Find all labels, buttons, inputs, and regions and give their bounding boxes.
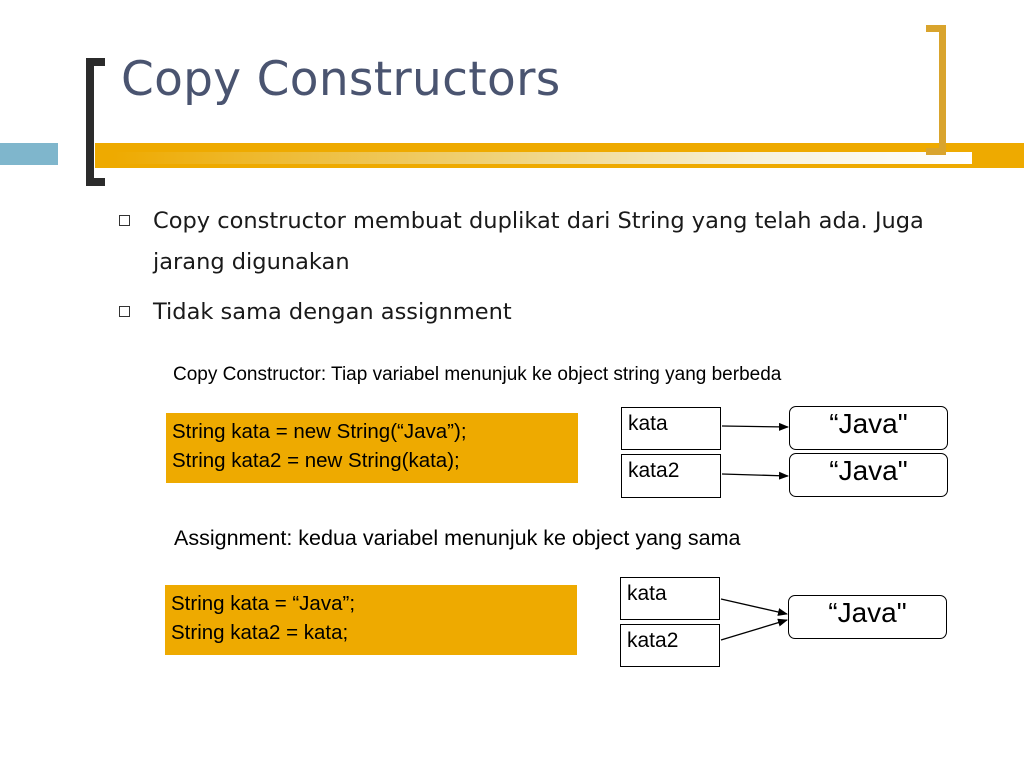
- arrow-kata2-to-object: [722, 474, 788, 476]
- code-line: String kata = “Java”;: [171, 592, 356, 615]
- arrow-kata-to-object: [722, 426, 788, 427]
- string-object-box: “Java": [789, 406, 948, 450]
- variable-box-kata2: kata2: [621, 454, 721, 498]
- code-line: String kata = new String(“Java”);: [172, 420, 467, 443]
- arrow-kata2-to-shared-object: [721, 620, 787, 640]
- bullet-text: Tidak sama dengan assignment: [153, 299, 512, 325]
- variable-box-kata: kata: [621, 407, 721, 450]
- arrow-kata-to-shared-object: [721, 599, 787, 614]
- variable-box-kata: kata: [620, 577, 720, 620]
- bullet-text: Copy constructor membuat duplikat dari String yang telah ada. Juga jarang digunakan: [153, 208, 924, 275]
- variable-box-kata2: kata2: [620, 624, 720, 667]
- code-line: String kata2 = new String(kata);: [172, 449, 460, 472]
- string-object-box: “Java": [789, 453, 948, 497]
- code-line: String kata2 = kata;: [171, 621, 349, 644]
- string-object-box-shared: “Java": [788, 595, 947, 639]
- slide-title: Copy Constructors: [121, 52, 561, 107]
- copy-constructor-caption: Copy Constructor: Tiap variabel menunjuk ke object string yang berbeda: [173, 364, 782, 385]
- assignment-caption: Assignment: kedua variabel menunjuk ke object yang sama: [174, 526, 741, 550]
